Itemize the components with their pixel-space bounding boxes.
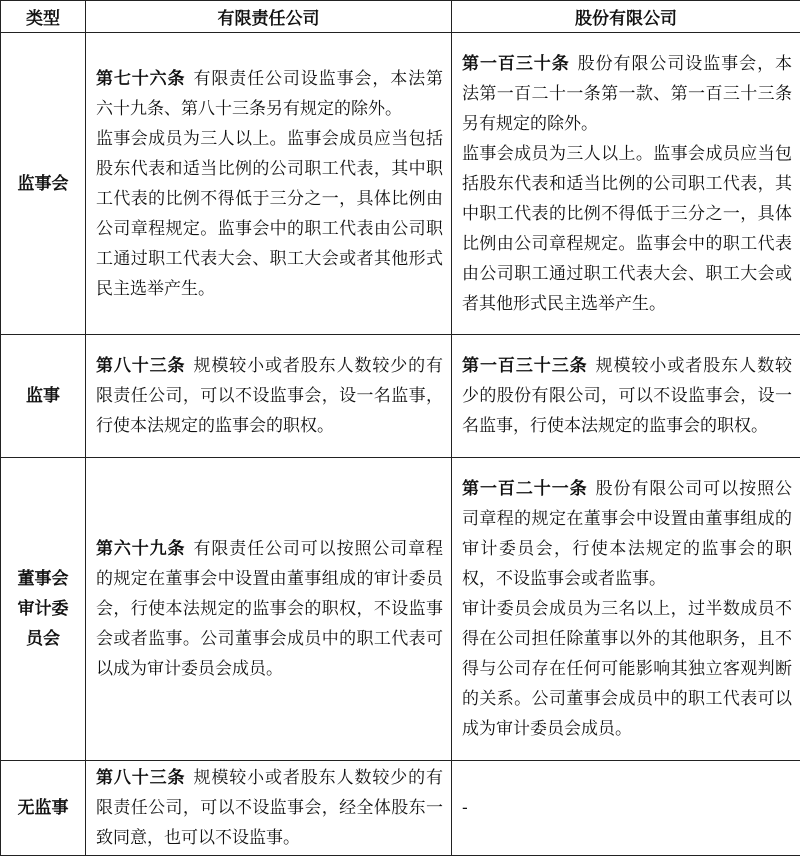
type-cell: 监事 bbox=[1, 335, 86, 458]
article-number: 第八十三条 bbox=[96, 356, 185, 376]
type-cell bbox=[1, 458, 86, 761]
paragraph bbox=[96, 351, 443, 441]
paragraph bbox=[96, 534, 443, 684]
header-jsc: 股份有限公司 bbox=[452, 1, 800, 33]
article-number: 第六十九条 bbox=[96, 539, 185, 559]
article-text: 规模较小或者股东人数较少的股份有限公司，可以不设监事会，设一名监事，行使本法规定的监事会的职权。 bbox=[462, 356, 792, 436]
article-number: 第一百二十一条 bbox=[462, 479, 588, 499]
article-text: 规模较小或者股东人数较少的有限责任公司，可以不设监事会，经全体股东一致同意，也可以不设监事。 bbox=[96, 768, 443, 848]
article-text: 有限责任公司可以按照公司章程的规定在董事会中设置由董事组成的审计委员会，行使本法规定的监事会的职权，不设监事会或者监事。公司董事会成员中的职工代表可以成为审计委员会成员。 bbox=[96, 539, 443, 679]
paragraph: 审计委员会成员为三名以上，过半数成员不得在公司担任除董事以外的其他职务，且不得与公司存在任何可能影响其独立客观判断的关系。公司董事会成员中的职工代表可以成为审计委员会成员。 bbox=[462, 594, 792, 744]
table-row-no-supervisor bbox=[1, 761, 800, 856]
jsc-cell bbox=[452, 458, 800, 761]
type-line: 审计委 bbox=[7, 594, 79, 624]
header-llc: 有限责任公司 bbox=[86, 1, 452, 33]
type-line: 董事会 bbox=[7, 564, 79, 594]
type-cell: 无监事 bbox=[1, 761, 86, 856]
article-text: 股份有限公司设监事会，本法第一百二十一条第一款、第一百三十三条另有规定的除外。 bbox=[462, 54, 792, 134]
paragraph bbox=[462, 474, 792, 594]
article-text: 有限责任公司设监事会，本法第六十九条、第八十三条另有规定的除外。 bbox=[96, 69, 443, 119]
llc-cell bbox=[86, 335, 452, 458]
type-cell: 监事会 bbox=[1, 33, 86, 335]
paragraph bbox=[96, 763, 443, 853]
article-text: 股份有限公司可以按照公司章程的规定在董事会中设置由董事组成的审计委员会，行使本法规定的监事会的职权，不设监事会或者监事。 bbox=[462, 479, 792, 589]
type-line: 员会 bbox=[7, 624, 79, 654]
paragraph: 监事会成员为三人以上。监事会成员应当包括股东代表和适当比例的公司职工代表，其中职工代表的比例不得低于三分之一，具体比例由公司章程规定。监事会中的职工代表由公司职工通过职工代表大会、职工大会或者其他形式民主选举产生。 bbox=[96, 124, 443, 304]
jsc-cell bbox=[452, 761, 800, 856]
article-number: 第八十三条 bbox=[96, 768, 185, 788]
article-number: 第七十六条 bbox=[96, 69, 185, 89]
empty-dash: - bbox=[462, 793, 792, 823]
llc-cell bbox=[86, 33, 452, 335]
paragraph: 监事会成员为三人以上。监事会成员应当包括股东代表和适当比例的公司职工代表，其中职工代表的比例不得低于三分之一，具体比例由公司章程规定。监事会中的职工代表由公司职工通过职工代表大会、职工大会或者其他形式民主选举产生。 bbox=[462, 139, 792, 319]
article-text: 规模较小或者股东人数较少的有限责任公司，可以不设监事会，设一名监事，行使本法规定的监事会的职权。 bbox=[96, 356, 443, 436]
jsc-cell bbox=[452, 335, 800, 458]
header-row bbox=[1, 1, 800, 33]
article-number: 第一百三十条 bbox=[462, 54, 570, 74]
header-type: 类型 bbox=[1, 1, 86, 33]
paragraph bbox=[96, 64, 443, 124]
table-row-supervisory-board bbox=[1, 33, 800, 335]
table-row-supervisor bbox=[1, 335, 800, 458]
article-number: 第一百三十三条 bbox=[462, 356, 588, 376]
llc-cell bbox=[86, 458, 452, 761]
llc-cell bbox=[86, 761, 452, 856]
paragraph bbox=[462, 351, 792, 441]
paragraph bbox=[462, 49, 792, 139]
table-row-audit-committee bbox=[1, 458, 800, 761]
jsc-cell bbox=[452, 33, 800, 335]
